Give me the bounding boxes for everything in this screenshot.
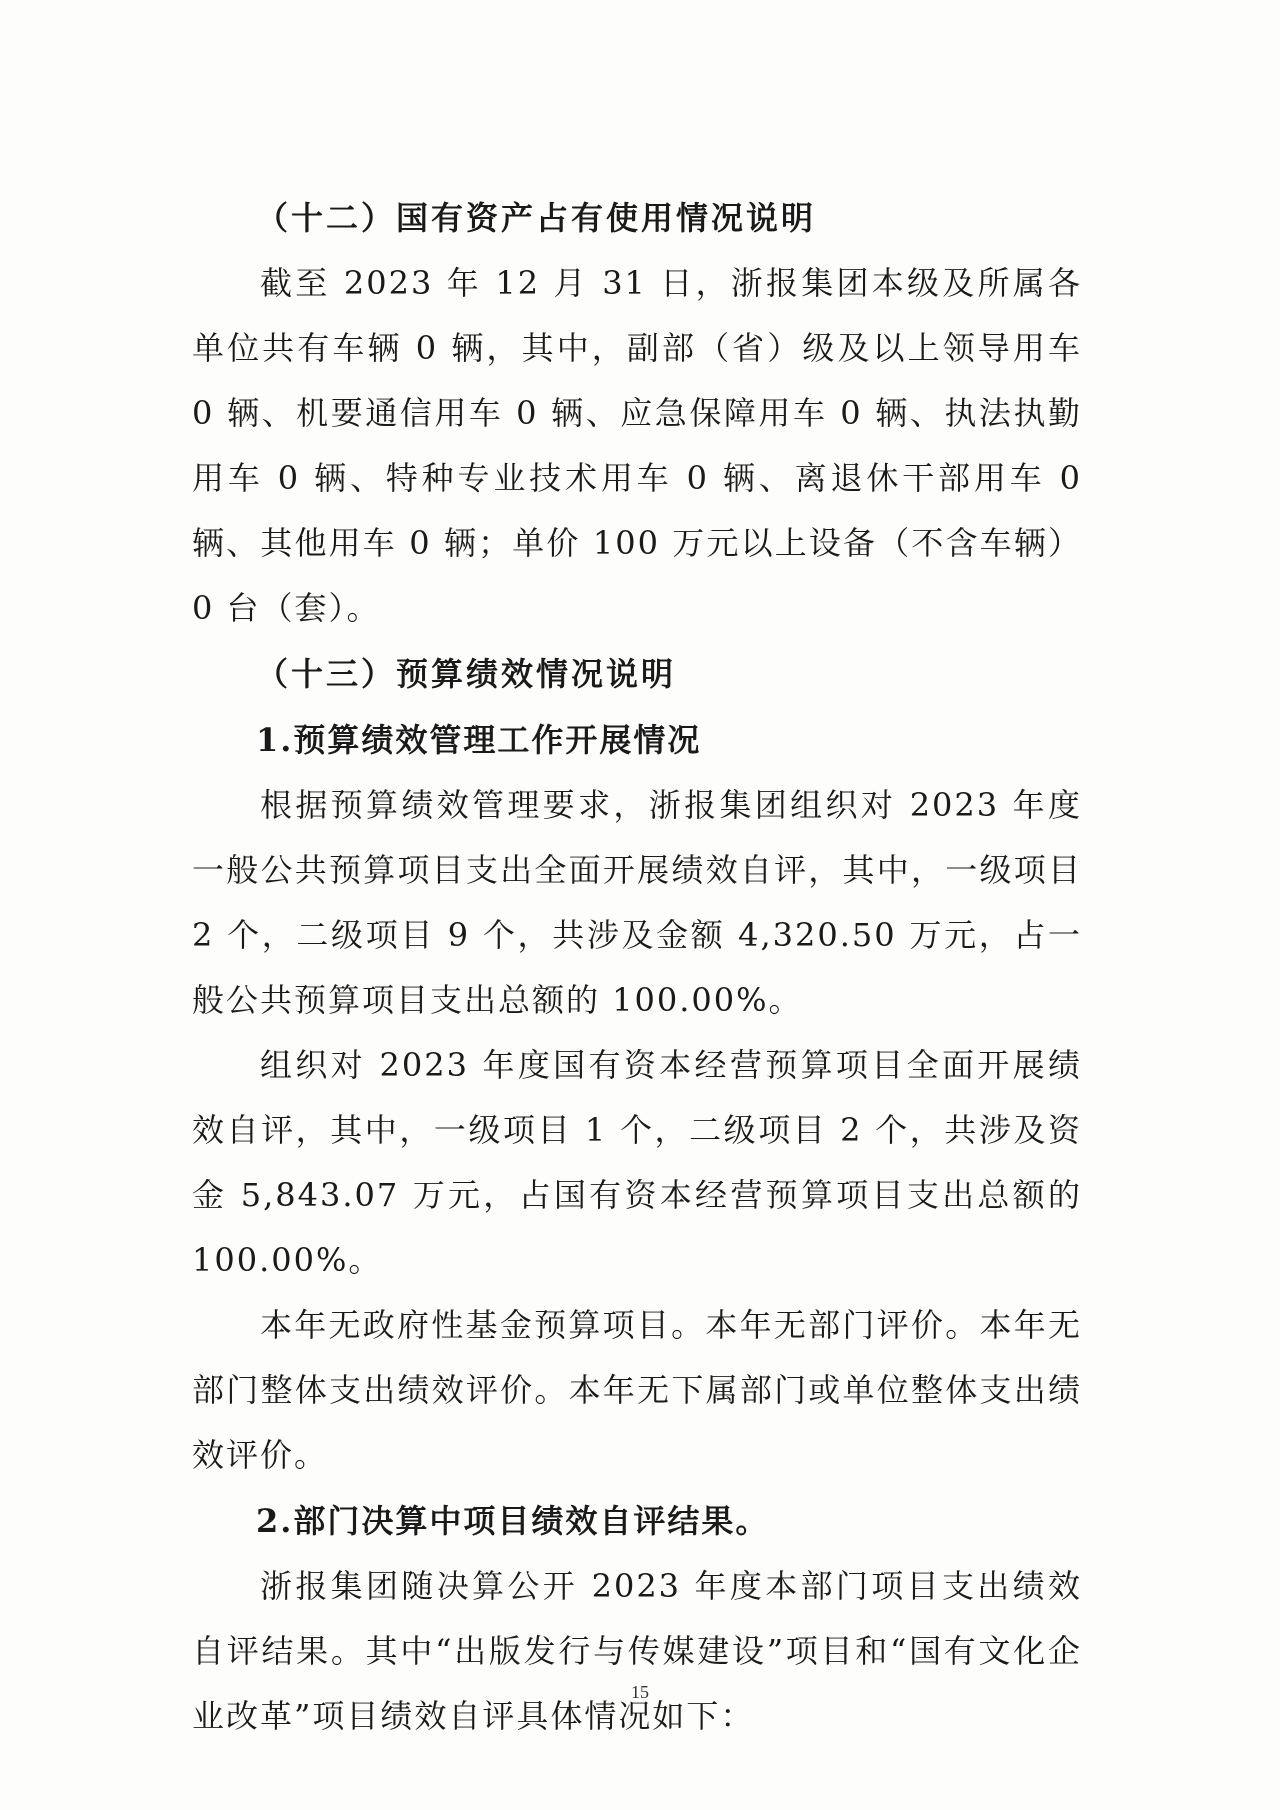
paragraph-vehicles: 截至 2023 年 12 月 31 日，浙报集团本级及所属各单位共有车辆 0 辆，其中，副部（省）级及以上领导用车 0 辆、机要通信用车 0 辆、应急保障用车 0 辆、执法执勤用车 0 辆、特种专业技术用车 0 辆、离退休干部用车 0 辆、其他用车 0 辆；单价 100 万元以上设备（不含车辆）0 台（套）。 bbox=[192, 264, 1082, 627]
paragraph-no-evaluation: 本年无政府性基金预算项目。本年无部门评价。本年无部门整体支出绩效评价。本年无下属部门或单位整体支出绩效评价。 bbox=[192, 1306, 1082, 1474]
paragraph-state-capital-budget: 组织对 2023 年度国有资本经营预算项目全面开展绩效自评，其中，一级项目 1 个，二级项目 2 个，共涉及资金 5,843.07 万元，占国有资本经营预算项目支出总额的 100.00%。 bbox=[192, 1046, 1082, 1279]
paragraph-self-evaluation-results: 浙报集团随决算公开 2023 年度本部门项目支出绩效自评结果。其中“出版发行与传媒建设”项目和“国有文化企业改革”项目绩效自评具体情况如下： bbox=[192, 1567, 1082, 1735]
page-number: 15 bbox=[631, 1682, 649, 1702]
subheading-self-evaluation: 2.部门决算中项目绩效自评结果。 bbox=[256, 1502, 770, 1540]
section-heading-performance: （十三）预算绩效情况说明 bbox=[256, 655, 677, 693]
subheading-management: 1.预算绩效管理工作开展情况 bbox=[256, 721, 702, 759]
paragraph-general-budget: 根据预算绩效管理要求，浙报集团组织对 2023 年度一般公共预算项目支出全面开展绩效自评，其中，一级项目 2 个，二级项目 9 个，共涉及金额 4,320.50 万元，占一般公共预算项目支出总额的 100.00%。 bbox=[192, 786, 1082, 1019]
document-body bbox=[192, 185, 1082, 1749]
section-heading-assets: （十二）国有资产占有使用情况说明 bbox=[256, 199, 817, 237]
